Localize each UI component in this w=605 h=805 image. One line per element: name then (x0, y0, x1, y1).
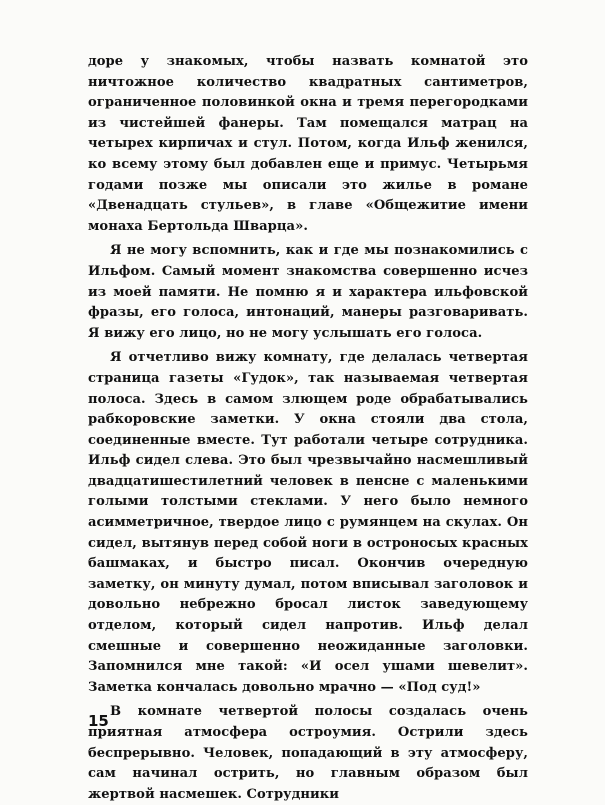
body-text (88, 52, 528, 805)
paragraph-meeting-ilf: Я не могу вспомнить, как и где мы познакомились с Ильфом. Самый момент знакомства совершенно исчез из моей памяти. Не помню я и характера ильфовской фразы, его голоса, интонаций, манеры разговаривать. Я вижу его лицо, но не могу услышать его голоса. (88, 243, 528, 341)
paragraph-wit-atmosphere: В комнате четвертой полосы создалась очень приятная атмосфера остроумия. Острили здесь беспрерывно. Человек, попадающий в эту атмосферу, сам начинал острить, но главным образом был жертвой насмешек. Сотрудники (88, 704, 528, 802)
page-number: 15 (88, 712, 109, 730)
paragraph-continued: доре у знакомых, чтобы назвать комнатой это ничтожное количество квадратных сантиметров, ограниченное половинкой окна и тремя перегородками из чистейшей фанеры. Там помещался матрац на четырех кирпичах и стул. Потом, когда Ильф женился, ко всему этому был добавлен еще и примус. Четырьмя годами позже мы описали это жилье в романе «Двенадцать стульев», в главе «Общежитие имени монаха Бертольда Шварца». (88, 54, 528, 234)
paragraph-gudok-room: Я отчетливо вижу комнату, где делалась четвертая страница газеты «Гудок», так называемая четвертая полоса. Здесь в самом злющем роде обрабатывались рабкоровские заметки. У окна стояли два стола, соединенные вместе. Тут работали четыре сотрудника. Ильф сидел слева. Это был чрезвычайно насмешливый двадцатишестилетний человек в пенсне с маленькими голыми толстыми стеклами. У него было немного асимметричное, твердое лицо с румянцем на скулах. Он сидел, вытянув перед собой ноги в остроносых красных башмаках, и быстро писал. Окончив очередную заметку, он минуту думал, потом вписывал заголовок и довольно небрежно бросал листок заведующему отделом, который сидел напротив. Ильф делал смешные и совершенно неожиданные заголовки. Запомнился мне такой: «И осел ушами шевелит». Заметка кончалась довольно мрачно — «Под суд!» (88, 350, 528, 695)
